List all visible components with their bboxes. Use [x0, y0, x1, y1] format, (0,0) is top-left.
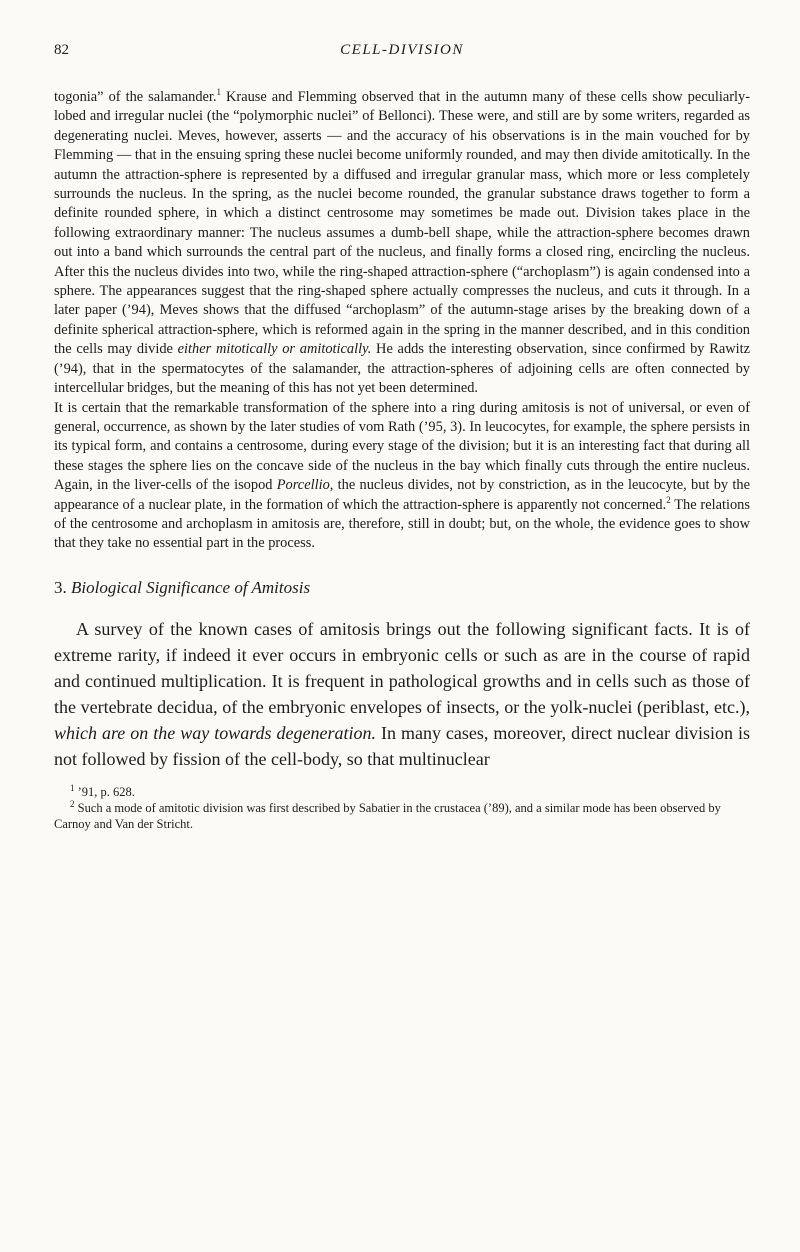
paragraph-1-part-a: togonia” of the salamander.: [54, 89, 217, 105]
section-heading: [54, 578, 750, 598]
paragraph-3-part-b: In many cases, moreover, direct nuclear division is not followed by fission of the cell-body, so that multinuclear: [54, 723, 750, 770]
footnote-ref-1: 1: [216, 87, 221, 98]
section-title: Biological Significance of Amitosis: [71, 577, 311, 597]
footnote-2: [54, 800, 750, 832]
paragraph-3-part-a: A survey of the known cases of amitosis brings out the following significant facts. It is of extreme rarity, if indeed it ever occurs in embryonic cells or such as are in the course of rapid and continued multiplication. It is frequent in pathological growths and in cells such as those of the vertebrate decidua, of the embryonic envelopes of insects, or the yolk-nuclei (periblast, etc.),: [54, 618, 750, 718]
paragraph-1: [54, 88, 750, 399]
footnote-1: [54, 784, 750, 800]
paragraph-2-part-b: the nucleus divides, not by constriction, as in the leucocyte, but by the appearance of a nuclear plate, in the formation of which the attraction-sphere is apparently not concerned.: [54, 477, 750, 513]
section-body: [54, 616, 750, 773]
page-number: 82: [54, 42, 69, 58]
running-title: CELL-DIVISION: [340, 42, 464, 58]
footnote-2-mark: 2: [70, 799, 75, 810]
footnote-ref-2: 2: [666, 494, 671, 505]
paragraph-1-part-c: He adds the interesting observation, since confirmed by Rawitz (’94), that in the spermatocytes of the salamander, the attraction-spheres of adjoining cells are often connected by intercellular bridges, but the meaning of this has not yet been determined.: [54, 341, 751, 397]
paragraph-3-emphasis: which are on the way towards degeneration.: [54, 723, 376, 744]
paragraph-1-part-b: Krause and Flemming observed that in the autumn many of these cells show peculiarly-lobed and irregular nuclei (the “polymorphic nuclei” of Bellonci). These were, and still are by some writers, regarded as degenerating nuclei. Meves, however, asserts — and the accuracy of his observations is in the main vouched for by Flemming — that in the ensuing spring these nuclei become uniformly rounded, and may then divide amitotically. In the autumn the attraction-sphere is represented by a diffused and irregular granular mass, which more or less completely surrounds the nucleus. In the spring, as the nuclei become rounded, the granular substance draws together to form a definite rounded sphere, in which a distinct centrosome may sometimes be made out. Division takes place in the following extraordinary manner: The nucleus assumes a dumb-bell shape, while the attraction-sphere becomes drawn out into a band which surrounds the central part of the nucleus, and finally forms a closed ring, encircling the nucleus. After this the nucleus divides into two, while the ring-shaped attraction-sphere (“archoplasm”) is again condensed into a sphere. The appearances suggest that the ring-shaped sphere actually compresses the nucleus, and cuts it through. In a later paper (’94), Meves shows that the diffused “archoplasm” of the autumn-stage arises by the breaking down of a definite spherical attraction-sphere, which is reformed again in the spring in the manner described, and in this condition the cells may divide: [54, 89, 750, 358]
paragraph-2-emphasis: Porcellio,: [276, 477, 334, 494]
section-number: 3.: [54, 577, 67, 597]
footnote-2-text: Such a mode of amitotic division was first described by Sabatier in the crustacea (’89), and a similar mode has been observed by Carnoy and Van der Stricht.: [54, 801, 721, 832]
footnote-1-mark: 1: [70, 783, 75, 794]
paragraph-3: [54, 616, 750, 773]
footnotes: [54, 784, 750, 832]
page-header: [54, 42, 750, 64]
paragraph-2-part-c: The relations of the centrosome and archoplasm in amitosis are, therefore, still in doubt; but, on the whole, the evidence goes to show that they take no essential part in the process.: [54, 496, 750, 552]
page: [54, 42, 750, 832]
body-text: [54, 88, 750, 554]
footnote-1-text: ’91, p. 628.: [74, 785, 135, 800]
paragraph-1-emphasis: either mitotically or amitotically.: [177, 341, 372, 358]
paragraph-2-part-a: It is certain that the remarkable transformation of the sphere into a ring during amitosis is not of universal, or even of general, occurrence, as shown by the later studies of vom Rath (’95, 3). In leucocytes, for example, the sphere persists in its typical form, and contains a centrosome, during every stage of the division; but it is an interesting fact that during all these stages the sphere lies on the concave side of the nucleus in the bay which finally cuts through the entire nucleus. Again, in the liver-cells of the isopod: [54, 399, 750, 494]
paragraph-2: [54, 399, 750, 554]
